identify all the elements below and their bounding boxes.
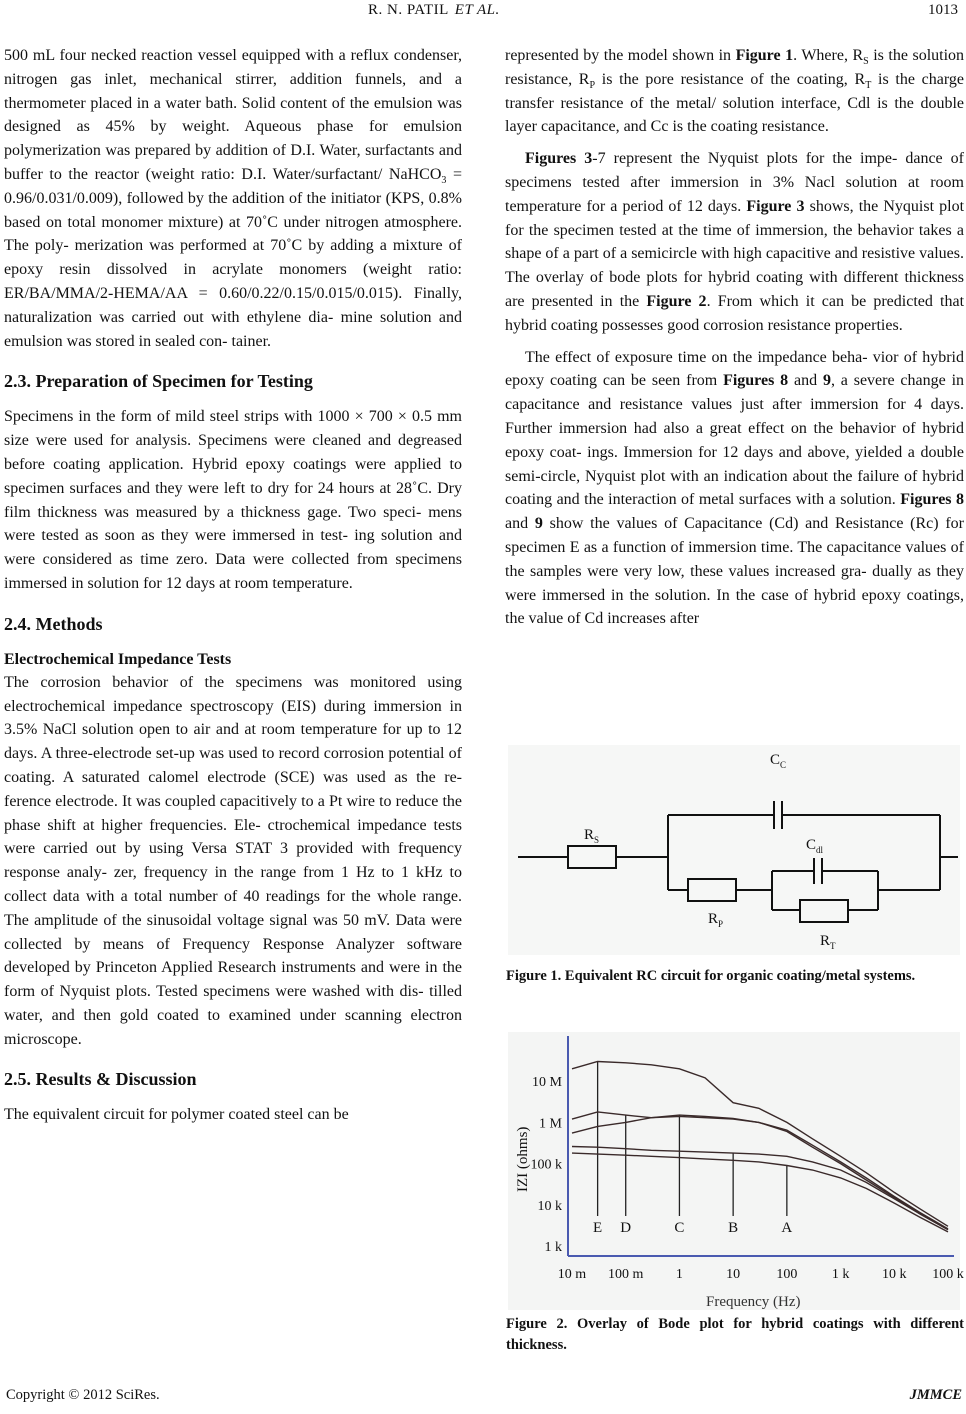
figure-1-circuit — [508, 745, 960, 955]
x-tick-label: 100 — [776, 1267, 798, 1282]
paragraph-nyquist: Figures 3-7 represent the Nyquist plots for the impe- dance of specimens tested after immersion in 3% Nacl solution at room temperature for a period of 12 days. Figure 3 shows, the Nyquist plot for the specimen tested at the time of immersion, the behavior takes a shape of a part of a semicircle with high capacitive and resistive values. The overlay of bode plots for hybrid coating with different thickness are presented in the Figure 2. From which it can be predicted that hybrid coating possesses good corrosion resistance properties. — [505, 150, 965, 334]
paragraph-reaction-setup: 500 mL four necked reaction vessel equipped with a reflux condenser, nitrogen gas inlet, mechanical stirrer, addition funnels, and a thermometer placed in a water bath. Solid content of the emulsion was designed as 45% by weight. Aqueous phase for emulsion polymerization was prepared by addition of D.I. Water, surfactants and buffer to the reactor (weight ratio: D.I. Water/surfactant/ NaHCO$_3$ = 0.96/0.031/0.009), followed by the addition of the initiator (KPS, 0.8% based on total monomer mixture) at 70˚C under nitrogen atmosphere. The poly- merization was performed at 70˚C by adding a mixture of epoxy resin dissolved in acrylate monomers (weight ratio: ER/BA/MMA/2-HEMA/AA = 0.60/0.22/0.15/0.015/0.015). Finally, naturalization was carried out with ethylene dia- mine solution and emulsion was stored in sealed con- tainer. — [4, 47, 462, 350]
x-tick-label: 100 m — [608, 1267, 644, 1282]
y-tick-label: 10 M — [532, 1075, 562, 1091]
x-tick-label: 10 m — [557, 1267, 587, 1282]
x-tick-label: 10 k — [882, 1267, 907, 1282]
running-header — [0, 2, 966, 22]
label-rs: $R_S$ — [584, 827, 600, 845]
paragraph-eis: The corrosion behavior of the specimens was monitored using electrochemical impedance spectroscopy (EIS) during immersion in 3.5% NaCl solution open to air and at room temperature for up to 12 days. A three-electrode set-up was used to record corrosion potential of coating. A saturated calomel electrode (SCE) was used as the re- ference electrode. It was coupled capacitively to a Pt wire to reduce the phase shift at higher frequencies. Ele- ctrochemical impedance tests were carried out by using Versa STAT 3 provided with frequency response analy- zer, frequency in the range from 1 Hz to 1 kHz to collect data with a total number of 40 readings for the whole range. The amplitude of the sinusoidal voltage signal was 50 mV. Data were collected by means of Frequency Response Analyzer software developed by Princeton Applied Research instruments and were in the form of Nyquist plots. Tested specimens were washed with dis- tilled water, and then gold coated to examined under scanning electron microscope. — [4, 673, 462, 1048]
y-tick-label: 1 M — [539, 1116, 562, 1132]
marker-label-b: B — [728, 1220, 739, 1236]
y-tick-label: 1 k — [544, 1240, 562, 1255]
journal-name: JMMCE — [909, 1387, 962, 1403]
x-tick-label: 1 — [675, 1267, 683, 1282]
paragraph-results-start: The equivalent circuit for polymer coated steel can be — [4, 1106, 349, 1124]
marker-label-c: C — [674, 1220, 685, 1236]
x-axis-label: Frequency (Hz) — [706, 1294, 801, 1310]
paragraph-circuit-model: represented by the model shown in Figure 1. Where, $R_S$ is the solution resistance, $R_P$ is the pore resistance of the coating, $R_T$ is the charge transfer resistance of the metal/ solution interface, Cdl is the double layer capacitance, and Cc is the coating resistance. — [505, 47, 965, 136]
heading-2-4: 2.4. Methods — [4, 613, 103, 634]
paragraph-specimen: Specimens in the form of mild steel strips with 1000 × 700 × 0.5 mm size were used for analysis. Specimens were cleaned and degreased before coating application. Hybrid epoxy coatings were applied to specimen surfaces and they were left to dry for 24 hours at 28˚C. Dry film thickness was measured by a thickness gage. Two speci- mens were tested as soon as they were immersed in test- ing solution and were considered as time zero. Data were collected from specimens immersed in solution for 12 days at room temperature. — [4, 408, 462, 592]
y-axis-label: IZI (ohms) — [515, 1126, 531, 1192]
x-tick-label: 10 — [726, 1267, 741, 1282]
y-tick-label: 10 k — [537, 1198, 562, 1214]
marker-label-d: D — [620, 1220, 632, 1236]
heading-2-3: 2.3. Preparation of Specimen for Testing — [4, 371, 313, 392]
x-tick-label: 1 k — [831, 1267, 850, 1282]
resistor-rp — [688, 879, 736, 901]
x-tick-label: 100 k — [932, 1267, 964, 1282]
left-column — [4, 44, 462, 1135]
resistor-rt — [800, 900, 848, 922]
right-column — [505, 44, 964, 639]
label-rt: $R_T$ — [820, 933, 836, 951]
y-tick-label: 100 k — [530, 1157, 562, 1173]
label-rp: $R_P$ — [708, 911, 724, 929]
figure-1-caption: Figure 1. Equivalent RC circuit for organic coating/metal systems. — [506, 968, 916, 984]
paragraph-exposure: The effect of exposure time on the impedance beha- vior of hybrid epoxy coating can be seen from Figures 8 and 9, a severe change in capacitance and resistance values just after immersion for 4 days. Further immersion had also a great effect on the behavior of hybrid epoxy coat- ings. Immersion for 12 days and above, yielded a double semi-circle, Nyquist plot with an indication about the failure of hybrid coating and the interaction of metal surfaces with a solution. Figures 8 and 9 show the values of Capacitance (Cd) and Resistance (Rc) for specimen E as a function of immersion time. The capacitance values of the samples were very low, these values increased gra- dually as they were immersed in the solution. In the case of hybrid epoxy coatings, the value of Cd increases after — [505, 348, 965, 628]
copyright: Copyright © 2012 SciRes. — [6, 1387, 160, 1403]
marker-label-a: A — [781, 1220, 793, 1236]
marker-label-e: E — [593, 1220, 603, 1236]
heading-2-5: 2.5. Results & Discussion — [4, 1069, 197, 1090]
label-cc: $C_C$ — [770, 752, 787, 770]
figure-2-bode-plot — [508, 1032, 964, 1310]
running-author: R. N. PATIL ET AL. — [368, 2, 500, 18]
page-number: 1013 — [928, 2, 958, 18]
label-cdl: $C_{dl}$ — [806, 837, 824, 855]
figure-2-caption: Figure 2. Overlay of Bode plot for hybrid coatings with different thickness. — [506, 1316, 964, 1353]
resistor-rs — [568, 846, 616, 868]
heading-eis: Electrochemical Impedance Tests — [4, 650, 232, 668]
